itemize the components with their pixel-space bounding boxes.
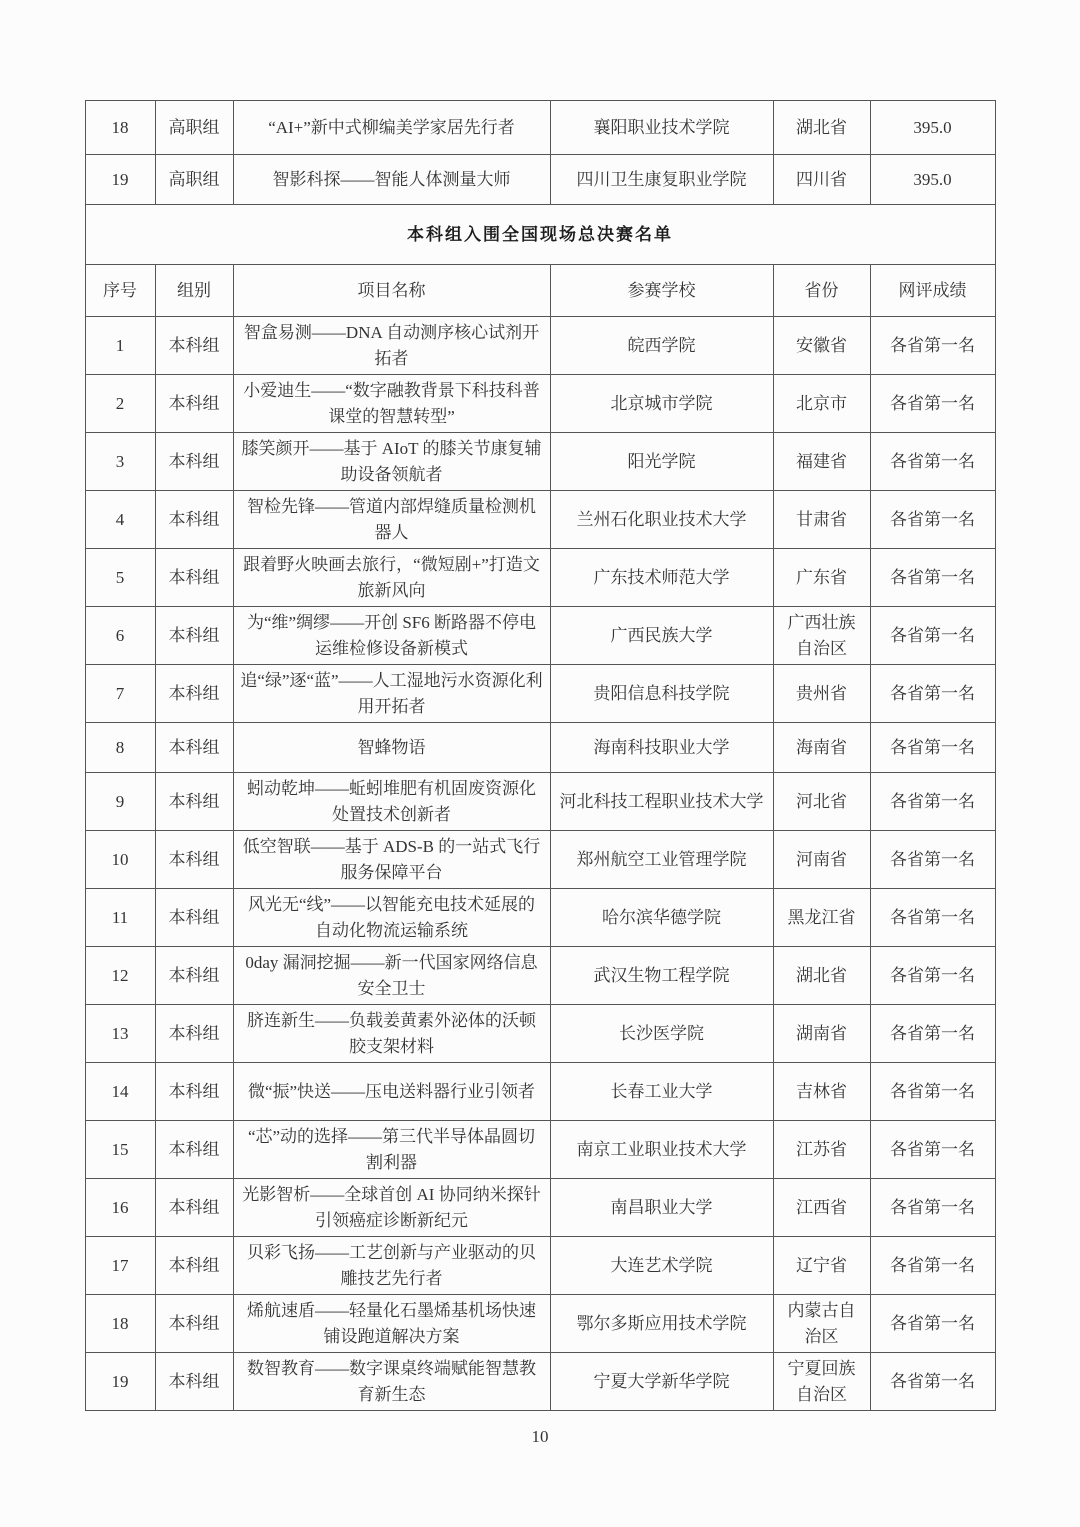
- cell-no: 2: [85, 375, 155, 433]
- cell-project: 烯航速盾——轻量化石墨烯基机场快速铺设跑道解决方案: [233, 1295, 550, 1353]
- table-row: [85, 101, 995, 155]
- cell-project: 数智教育——数字课桌终端赋能智慧教育新生态: [233, 1353, 550, 1411]
- cell-group: 本科组: [155, 831, 233, 889]
- table-row: [85, 1005, 995, 1063]
- cell-group: 本科组: [155, 607, 233, 665]
- table-row: [85, 1179, 995, 1237]
- cell-no: 10: [85, 831, 155, 889]
- header-row: [85, 265, 995, 317]
- cell-no: 4: [85, 491, 155, 549]
- cell-score: 各省第一名: [870, 607, 995, 665]
- cell-score: 各省第一名: [870, 1005, 995, 1063]
- cell-province: 贵州省: [773, 665, 870, 723]
- cell-school: 武汉生物工程学院: [550, 947, 773, 1005]
- cell-school: 阳光学院: [550, 433, 773, 491]
- cell-no: 8: [85, 723, 155, 773]
- cell-school: 鄂尔多斯应用技术学院: [550, 1295, 773, 1353]
- cell-province: 河南省: [773, 831, 870, 889]
- cell-group: 本科组: [155, 1237, 233, 1295]
- cell-no: 6: [85, 607, 155, 665]
- cell-province: 吉林省: [773, 1063, 870, 1121]
- cell-group: 本科组: [155, 723, 233, 773]
- cell-score: 各省第一名: [870, 665, 995, 723]
- cell-group: 本科组: [155, 1121, 233, 1179]
- cell-group: 高职组: [155, 155, 233, 205]
- cell-school: 四川卫生康复职业学院: [550, 155, 773, 205]
- cell-group: 本科组: [155, 1179, 233, 1237]
- table-row: [85, 317, 995, 375]
- cell-no: 13: [85, 1005, 155, 1063]
- cell-group: 本科组: [155, 1063, 233, 1121]
- cell-score: 各省第一名: [870, 1179, 995, 1237]
- cell-province: 河北省: [773, 773, 870, 831]
- cell-score: 各省第一名: [870, 549, 995, 607]
- cell-school: 长春工业大学: [550, 1063, 773, 1121]
- cell-group: 本科组: [155, 773, 233, 831]
- cell-project: 为“维”绸缪——开创 SF6 断路器不停电运维检修设备新模式: [233, 607, 550, 665]
- cell-no: 5: [85, 549, 155, 607]
- cell-province: 宁夏回族自治区: [773, 1353, 870, 1411]
- cell-province: 黑龙江省: [773, 889, 870, 947]
- table-row: [85, 375, 995, 433]
- cell-group: 本科组: [155, 375, 233, 433]
- cell-project: “AI+”新中式柳编美学家居先行者: [233, 101, 550, 155]
- cell-project: 跟着野火映画去旅行，“微短剧+”打造文旅新风向: [233, 549, 550, 607]
- cell-school: 广西民族大学: [550, 607, 773, 665]
- cell-score: 395.0: [870, 155, 995, 205]
- table-row: [85, 549, 995, 607]
- cell-province: 湖南省: [773, 1005, 870, 1063]
- cell-school: 南昌职业大学: [550, 1179, 773, 1237]
- cell-project: “芯”动的选择——第三代半导体晶圆切割利器: [233, 1121, 550, 1179]
- cell-school: 大连艺术学院: [550, 1237, 773, 1295]
- table-row: [85, 433, 995, 491]
- finals-results-table: [85, 100, 996, 1411]
- cell-project: 低空智联——基于 ADS-B 的一站式飞行服务保障平台: [233, 831, 550, 889]
- table-row: [85, 889, 995, 947]
- table-row: [85, 491, 995, 549]
- cell-project: 智检先锋——管道内部焊缝质量检测机器人: [233, 491, 550, 549]
- cell-group: 本科组: [155, 1005, 233, 1063]
- cell-province: 辽宁省: [773, 1237, 870, 1295]
- cell-score: 各省第一名: [870, 1295, 995, 1353]
- cell-group: 本科组: [155, 491, 233, 549]
- cell-no: 16: [85, 1179, 155, 1237]
- cell-school: 南京工业职业技术大学: [550, 1121, 773, 1179]
- cell-province: 广西壮族自治区: [773, 607, 870, 665]
- cell-no: 9: [85, 773, 155, 831]
- cell-project: 微“振”快送——压电送料器行业引领者: [233, 1063, 550, 1121]
- cell-score: 各省第一名: [870, 831, 995, 889]
- cell-score: 各省第一名: [870, 317, 995, 375]
- title-row: [85, 205, 995, 265]
- cell-province: 广东省: [773, 549, 870, 607]
- table-row: [85, 1063, 995, 1121]
- column-header-score: 网评成绩: [870, 265, 995, 317]
- cell-group: 本科组: [155, 317, 233, 375]
- cell-group: 高职组: [155, 101, 233, 155]
- table-row: [85, 665, 995, 723]
- cell-school: 河北科技工程职业技术大学: [550, 773, 773, 831]
- cell-province: 北京市: [773, 375, 870, 433]
- cell-school: 宁夏大学新华学院: [550, 1353, 773, 1411]
- cell-province: 福建省: [773, 433, 870, 491]
- cell-project: 智影科探——智能人体测量大师: [233, 155, 550, 205]
- cell-score: 各省第一名: [870, 1353, 995, 1411]
- cell-score: 各省第一名: [870, 1121, 995, 1179]
- cell-no: 7: [85, 665, 155, 723]
- cell-project: 脐连新生——负载姜黄素外泌体的沃顿胶支架材料: [233, 1005, 550, 1063]
- table-row: [85, 1237, 995, 1295]
- cell-project: 风光无“线”——以智能充电技术延展的自动化物流运输系统: [233, 889, 550, 947]
- cell-no: 14: [85, 1063, 155, 1121]
- cell-school: 贵阳信息科技学院: [550, 665, 773, 723]
- cell-score: 395.0: [870, 101, 995, 155]
- cell-score: 各省第一名: [870, 1237, 995, 1295]
- cell-score: 各省第一名: [870, 889, 995, 947]
- cell-province: 安徽省: [773, 317, 870, 375]
- cell-project: 智蜂物语: [233, 723, 550, 773]
- cell-no: 3: [85, 433, 155, 491]
- cell-score: 各省第一名: [870, 433, 995, 491]
- table-row: [85, 947, 995, 1005]
- cell-score: 各省第一名: [870, 375, 995, 433]
- cell-no: 18: [85, 101, 155, 155]
- cell-group: 本科组: [155, 889, 233, 947]
- column-header-group: 组别: [155, 265, 233, 317]
- cell-group: 本科组: [155, 549, 233, 607]
- cell-score: 各省第一名: [870, 773, 995, 831]
- cell-school: 兰州石化职业技术大学: [550, 491, 773, 549]
- cell-score: 各省第一名: [870, 491, 995, 549]
- column-header-no: 序号: [85, 265, 155, 317]
- table-row: [85, 607, 995, 665]
- cell-province: 四川省: [773, 155, 870, 205]
- cell-project: 小爱迪生——“数字融教背景下科技科普课堂的智慧转型”: [233, 375, 550, 433]
- table-row: [85, 1295, 995, 1353]
- table-row: [85, 1353, 995, 1411]
- cell-project: 追“绿”逐“蓝”——人工湿地污水资源化利用开拓者: [233, 665, 550, 723]
- cell-school: 郑州航空工业管理学院: [550, 831, 773, 889]
- cell-no: 19: [85, 1353, 155, 1411]
- cell-group: 本科组: [155, 665, 233, 723]
- table-row: [85, 1121, 995, 1179]
- cell-no: 19: [85, 155, 155, 205]
- column-header-school: 参赛学校: [550, 265, 773, 317]
- column-header-province: 省份: [773, 265, 870, 317]
- cell-province: 海南省: [773, 723, 870, 773]
- cell-province: 湖北省: [773, 101, 870, 155]
- cell-province: 江苏省: [773, 1121, 870, 1179]
- section-title: 本科组入围全国现场总决赛名单: [85, 205, 995, 265]
- cell-project: 0day 漏洞挖掘——新一代国家网络信息安全卫士: [233, 947, 550, 1005]
- cell-score: 各省第一名: [870, 723, 995, 773]
- table-row: [85, 831, 995, 889]
- cell-province: 内蒙古自治区: [773, 1295, 870, 1353]
- cell-group: 本科组: [155, 1295, 233, 1353]
- cell-school: 襄阳职业技术学院: [550, 101, 773, 155]
- cell-province: 江西省: [773, 1179, 870, 1237]
- cell-project: 贝彩飞扬——工艺创新与产业驱动的贝雕技艺先行者: [233, 1237, 550, 1295]
- cell-no: 11: [85, 889, 155, 947]
- cell-score: 各省第一名: [870, 947, 995, 1005]
- cell-no: 17: [85, 1237, 155, 1295]
- cell-province: 湖北省: [773, 947, 870, 1005]
- cell-no: 1: [85, 317, 155, 375]
- cell-project: 智盒易测——DNA 自动测序核心试剂开拓者: [233, 317, 550, 375]
- table-row: [85, 155, 995, 205]
- cell-group: 本科组: [155, 433, 233, 491]
- cell-school: 广东技术师范大学: [550, 549, 773, 607]
- page-number: 10: [531, 1427, 549, 1446]
- cell-project: 光影智析——全球首创 AI 协同纳米探针引领癌症诊断新纪元: [233, 1179, 550, 1237]
- cell-group: 本科组: [155, 1353, 233, 1411]
- table-row: [85, 723, 995, 773]
- cell-project: 蚓动乾坤——蚯蚓堆肥有机固废资源化处置技术创新者: [233, 773, 550, 831]
- cell-project: 膝笑颜开——基于 AIoT 的膝关节康复辅助设备领航者: [233, 433, 550, 491]
- cell-school: 长沙医学院: [550, 1005, 773, 1063]
- cell-province: 甘肃省: [773, 491, 870, 549]
- cell-no: 12: [85, 947, 155, 1005]
- cell-score: 各省第一名: [870, 1063, 995, 1121]
- cell-no: 15: [85, 1121, 155, 1179]
- cell-no: 18: [85, 1295, 155, 1353]
- table-row: [85, 773, 995, 831]
- column-header-project: 项目名称: [233, 265, 550, 317]
- cell-school: 海南科技职业大学: [550, 723, 773, 773]
- cell-school: 皖西学院: [550, 317, 773, 375]
- cell-school: 哈尔滨华德学院: [550, 889, 773, 947]
- cell-school: 北京城市学院: [550, 375, 773, 433]
- cell-group: 本科组: [155, 947, 233, 1005]
